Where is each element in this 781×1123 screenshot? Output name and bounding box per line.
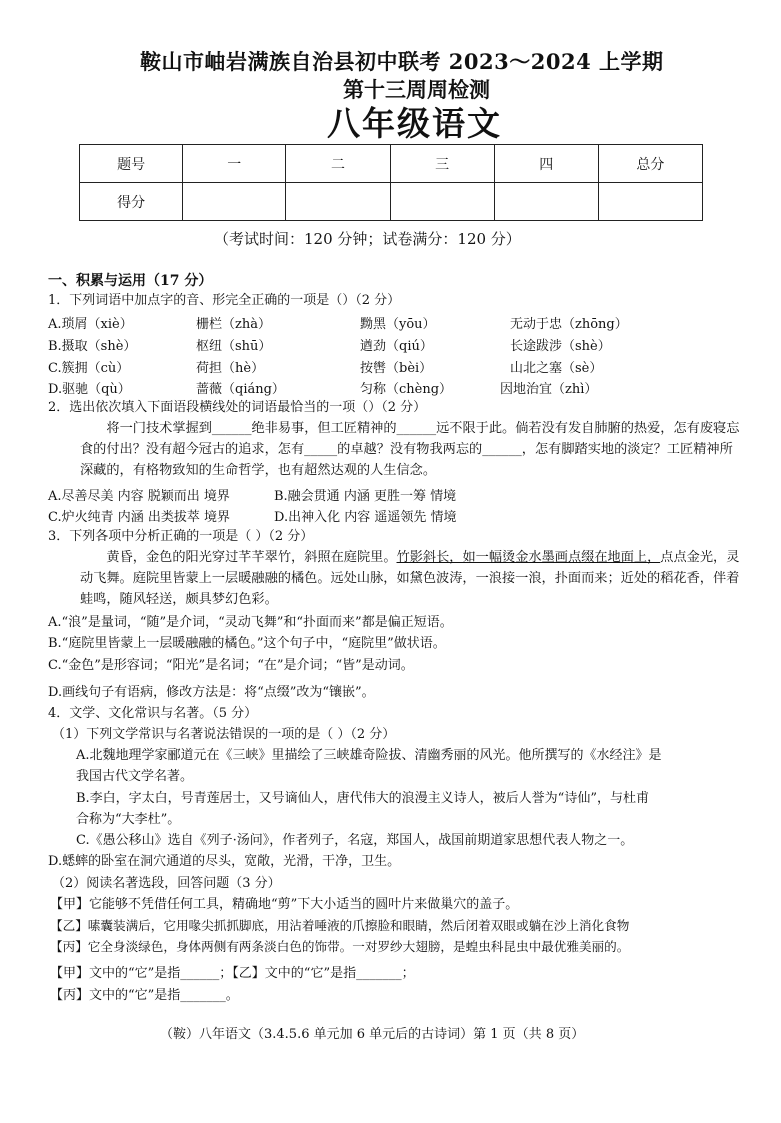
score-input-cell[interactable] bbox=[390, 183, 494, 221]
question-stem: 2．选出依次填入下面语段横线处的词语最恰当的一项（）（2 分） bbox=[48, 400, 427, 415]
q1-option: 蔷薇（qiáng） bbox=[196, 382, 285, 397]
score-table-header-row bbox=[80, 145, 703, 183]
q4-sub-stem: （2）阅读名著选段，回答问题（3 分） bbox=[52, 876, 281, 891]
score-cell: 三 bbox=[390, 145, 494, 183]
q1-option: 荷担（hè） bbox=[196, 361, 265, 376]
q2-passage: 将一门技术掌握到______绝非易事，但工匠精神的______远不限于此。倘若没有发自肺腑的热爱，怎有废寝忘食的付出？没有超今冠古的追求，怎有_____的卓越？没有物我两忘的______，怎有脚踏实地的淡定？工匠精神所深藏的，有格物致知的生命哲学，也有超然达观的人生信念。 bbox=[80, 421, 740, 478]
q4-excerpt: 【乙】嗉囊装满后，它用喙尖抓抓脚底，用沾着唾液的爪擦脸和眼睛，然后闭着双眼或躺在沙上消化食物 bbox=[50, 918, 630, 933]
score-table bbox=[79, 144, 703, 221]
q4-answer-line[interactable]: 【甲】文中的“它”是指______；【乙】文中的“它”是指_______； bbox=[50, 966, 415, 981]
score-table-score-row bbox=[80, 183, 703, 221]
q3-option: A.“浪”是量词，“随”是介词，“灵动飞舞”和“扑面而来”都是偏正短语。 bbox=[48, 615, 453, 630]
score-input-cell[interactable] bbox=[286, 183, 390, 221]
score-input-cell[interactable] bbox=[598, 183, 702, 221]
q1-option: 按辔（bèi） bbox=[360, 361, 433, 376]
q4-sub-stem: （1）下列文学常识与名著说法错误的一项的是（ ）（2 分） bbox=[52, 727, 396, 742]
score-cell: 二 bbox=[286, 145, 390, 183]
q1-option: 黝黑（yōu） bbox=[360, 317, 436, 332]
q1-option: 枢纽（shū） bbox=[196, 339, 272, 354]
q2-option: A.尽善尽美 内容 脱颖而出 境界 bbox=[48, 489, 230, 504]
q3-option: D.画线句子有语病，修改方法是：将“点缀”改为“镶嵌”。 bbox=[48, 685, 375, 700]
exam-subject-title: 八年级语文 bbox=[327, 104, 502, 143]
q4-option: 合称为“大李杜”。 bbox=[76, 812, 181, 827]
q2-option: C.炉火纯青 内涵 出类拔萃 境界 bbox=[48, 510, 231, 525]
q4-option: B.李白，字太白，号青莲居士，又号谪仙人，唐代伟大的浪漫主义诗人，被后人誉为“诗仙”，与杜甫 bbox=[76, 791, 649, 806]
q1-option: 无动于忠（zhōng） bbox=[510, 317, 628, 332]
q1-option: 山北之塞（sè） bbox=[510, 361, 603, 376]
q2-option: D.出神入化 内容 遥遥领先 情境 bbox=[274, 510, 457, 525]
score-input-cell[interactable] bbox=[494, 183, 598, 221]
q3-passage-text: 黄昏，金色的阳光穿过芊芊翠竹，斜照在庭院里。 bbox=[106, 550, 397, 565]
question-stem: 4．文学、文化常识与名著。（5 分） bbox=[48, 706, 258, 721]
q1-option: D.驱驰（qù） bbox=[48, 382, 131, 397]
exam-header-week: 第十三周周检测 bbox=[343, 77, 490, 102]
score-cell: 总分 bbox=[598, 145, 702, 183]
page-footer: （鞍）八年语文（3.4.5.6 单元加 6 单元后的古诗词）第 1 页（共 8 页） bbox=[160, 1027, 585, 1042]
score-cell: 得分 bbox=[80, 183, 183, 221]
score-input-cell[interactable] bbox=[183, 183, 286, 221]
q1-option: C.簇拥（cù） bbox=[48, 361, 130, 376]
question-stem: 1．下列词语中加点字的音、形完全正确的一项是（）（2 分） bbox=[48, 293, 401, 308]
q1-option: 长途跋涉（shè） bbox=[510, 339, 611, 354]
q1-option: 栅栏（zhà） bbox=[196, 317, 271, 332]
exam-info: （考试时间：120 分钟；试卷满分：120 分） bbox=[214, 230, 521, 248]
q4-option: 我国古代文学名著。 bbox=[76, 769, 194, 784]
q3-option: B.“庭院里皆蒙上一层暖融融的橘色。”这个句子中，“庭院里”做状语。 bbox=[48, 636, 446, 651]
q3-option: C.“金色”是形容词；“阳光”是名词；“在”是介词；“皆”是动词。 bbox=[48, 658, 414, 673]
q4-excerpt: 【丙】它全身淡绿色，身体两侧有两条淡白色的饰带。一对罗纱大翅膀，是蝗虫科昆虫中最优雅美丽的。 bbox=[50, 939, 630, 954]
q1-option: 因地治宜（zhì） bbox=[500, 382, 598, 397]
question-stem: 3．下列各项中分析正确的一项是（ ）（2 分） bbox=[48, 529, 314, 544]
q1-option: A.琐屑（xiè） bbox=[48, 317, 133, 332]
section-title: 一、积累与运用（17 分） bbox=[48, 273, 213, 289]
q1-option: 匀称（chèng） bbox=[360, 382, 453, 397]
q1-option: 遒劲（qiú） bbox=[360, 339, 433, 354]
score-cell: 四 bbox=[494, 145, 598, 183]
q3-passage-text: 点点金光，灵动飞舞。庭院里皆蒙上一层暖融融的橘色。远处山脉，如黛色波涛，一浪接一浪，扑面而来；近处的稻花香，伴着蛙鸣，随风轻送，颇具梦幻色彩。 bbox=[80, 550, 740, 607]
q4-option: D.蟋蟀的卧室在洞穴通道的尽头，宽敞，光滑，干净，卫生。 bbox=[48, 854, 401, 869]
q4-answer-line[interactable]: 【丙】文中的“它”是指_______。 bbox=[50, 988, 239, 1003]
q4-excerpt: 【甲】它能够不凭借任何工具，精确地“剪”下大小适当的圆叶片来做巢穴的盖子。 bbox=[50, 897, 519, 912]
q3-passage bbox=[80, 547, 740, 610]
score-cell: 一 bbox=[183, 145, 286, 183]
q3-underlined-sentence: 竹影斜长，如一幅烫金水墨画点缀在地面上， bbox=[396, 550, 661, 565]
exam-header-title: 鞍山市岫岩满族自治县初中联考 2023～2024 上学期 bbox=[140, 49, 664, 74]
q2-option: B.融会贯通 内涵 更胜一筹 情境 bbox=[274, 489, 457, 504]
score-cell: 题号 bbox=[80, 145, 183, 183]
q4-option: C.《愚公移山》选自《列子·汤问》，作者列子，名寇，郑国人，战国前期道家思想代表人物之一。 bbox=[76, 833, 634, 848]
q1-option: B.摄取（shè） bbox=[48, 339, 137, 354]
q4-option: A.北魏地理学家郦道元在《三峡》里描绘了三峡雄奇险拔、清幽秀丽的风光。他所撰写的《水经注》是 bbox=[76, 748, 662, 763]
